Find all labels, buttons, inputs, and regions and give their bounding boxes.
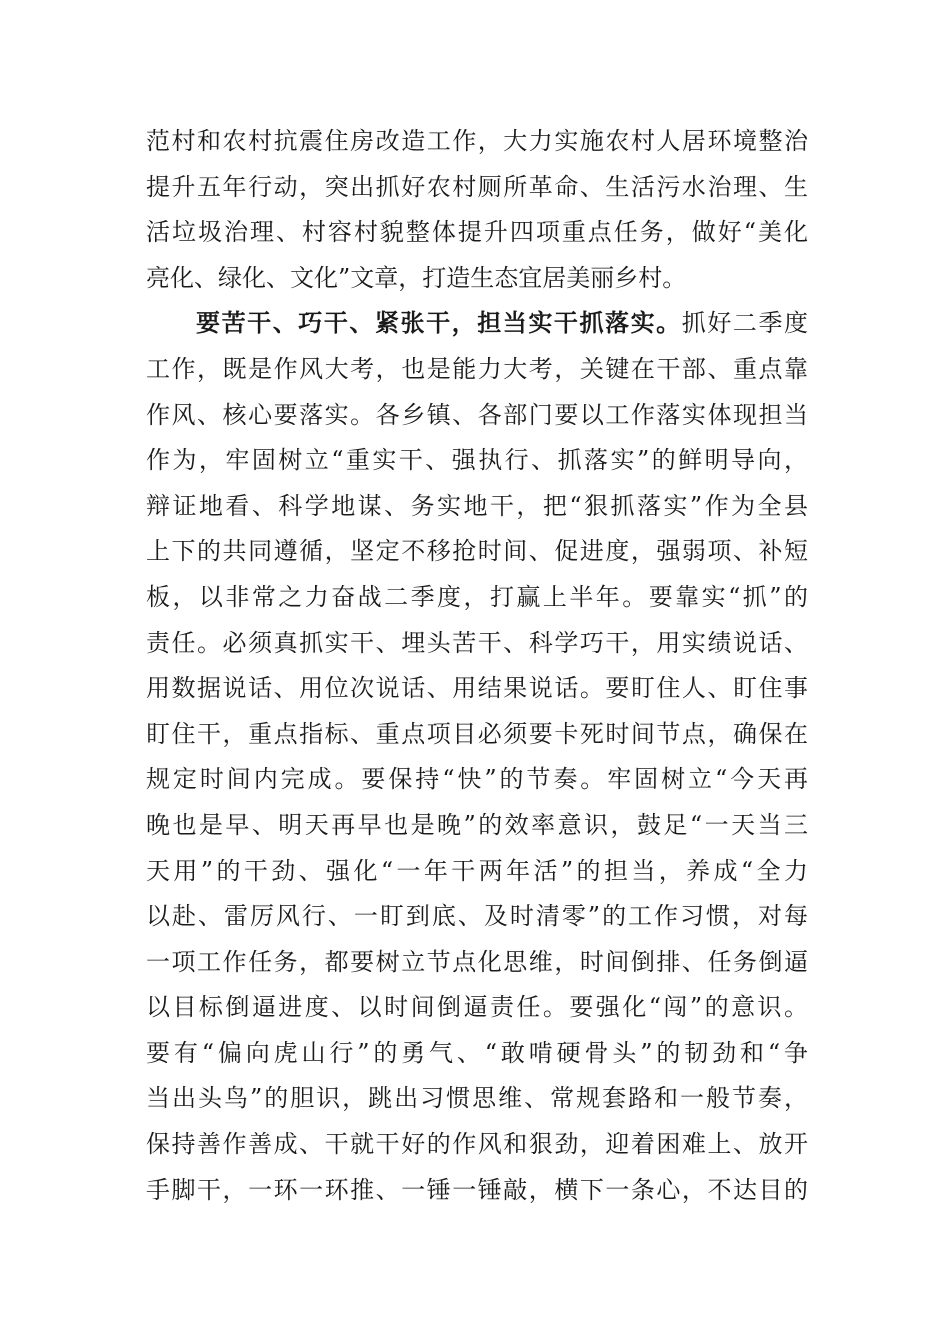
text-line: 提升五年行动，突出抓好农村厕所革命、生活污水治理、生 [146,172,808,201]
body-text [146,119,808,1213]
text-line: 作为，牢固树立“重实干、强执行、抓落实”的鲜明导向， [146,446,808,475]
text-line: 作风、核心要落实。各乡镇、各部门要以工作落实体现担当 [146,400,808,429]
paragraph-first-line [146,301,808,347]
text-line: 要有“偏向虎山行”的勇气、“敢啃硬骨头”的韧劲和“争 [146,1038,808,1067]
text-line: 以赴、雷厉风行、一盯到底、及时清零”的工作习惯，对每 [146,902,808,931]
text-line: 板，以非常之力奋战二季度，打赢上半年。要靠实“抓”的 [146,582,808,611]
text-line: 一项工作任务，都要树立节点化思维，时间倒排、任务倒逼 [146,947,808,976]
text-line: 用数据说话、用位次说话、用结果说话。要盯住人、盯住事 [146,674,808,703]
text-line: 盯住干，重点指标、重点项目必须要卡死时间节点，确保在 [146,719,808,748]
text-line: 责任。必须真抓实干、埋头苦干、科学巧干，用实绩说话、 [146,628,808,657]
text-line: 辩证地看、科学地谋、务实地干，把“狠抓落实”作为全县 [146,491,808,520]
text-line: 天用”的干劲、强化“一年干两年活”的担当，养成“全力 [146,856,808,885]
text-line: 规定时间内完成。要保持“快”的节奏。牢固树立“今天再 [146,765,808,794]
text-line: 以目标倒逼进度、以时间倒逼责任。要强化“闯”的意识。 [146,993,808,1022]
text-line: 当出头鸟”的胆识，跳出习惯思维、常规套路和一般节奏， [146,1084,808,1113]
text-line: 亮化、绿化、文化”文章，打造生态宜居美丽乡村。 [146,263,687,292]
text-fragment: 抓好二季度 [681,309,809,338]
text-line: 上下的共同遵循，坚定不移抢时间、促进度，强弱项、补短 [146,537,808,566]
text-line: 晚也是早、明天再早也是晚”的效率意识，鼓足“一天当三 [146,810,808,839]
text-line: 手脚干，一环一环推、一锤一锤敲，横下一条心，不达目的 [146,1175,808,1204]
text-line: 保持善作善成、干就干好的作风和狠劲，迎着困难上、放开 [146,1130,808,1159]
section-heading: 要苦干、巧干、紧张干，担当实干抓落实。 [196,309,682,338]
text-line: 活垃圾治理、村容村貌整体提升四项重点任务，做好“美化 [146,218,808,247]
text-line: 工作，既是作风大考，也是能力大考，关键在干部、重点靠 [146,354,808,383]
text-line: 范村和农村抗震住房改造工作，大力实施农村人居环境整治 [146,127,808,155]
